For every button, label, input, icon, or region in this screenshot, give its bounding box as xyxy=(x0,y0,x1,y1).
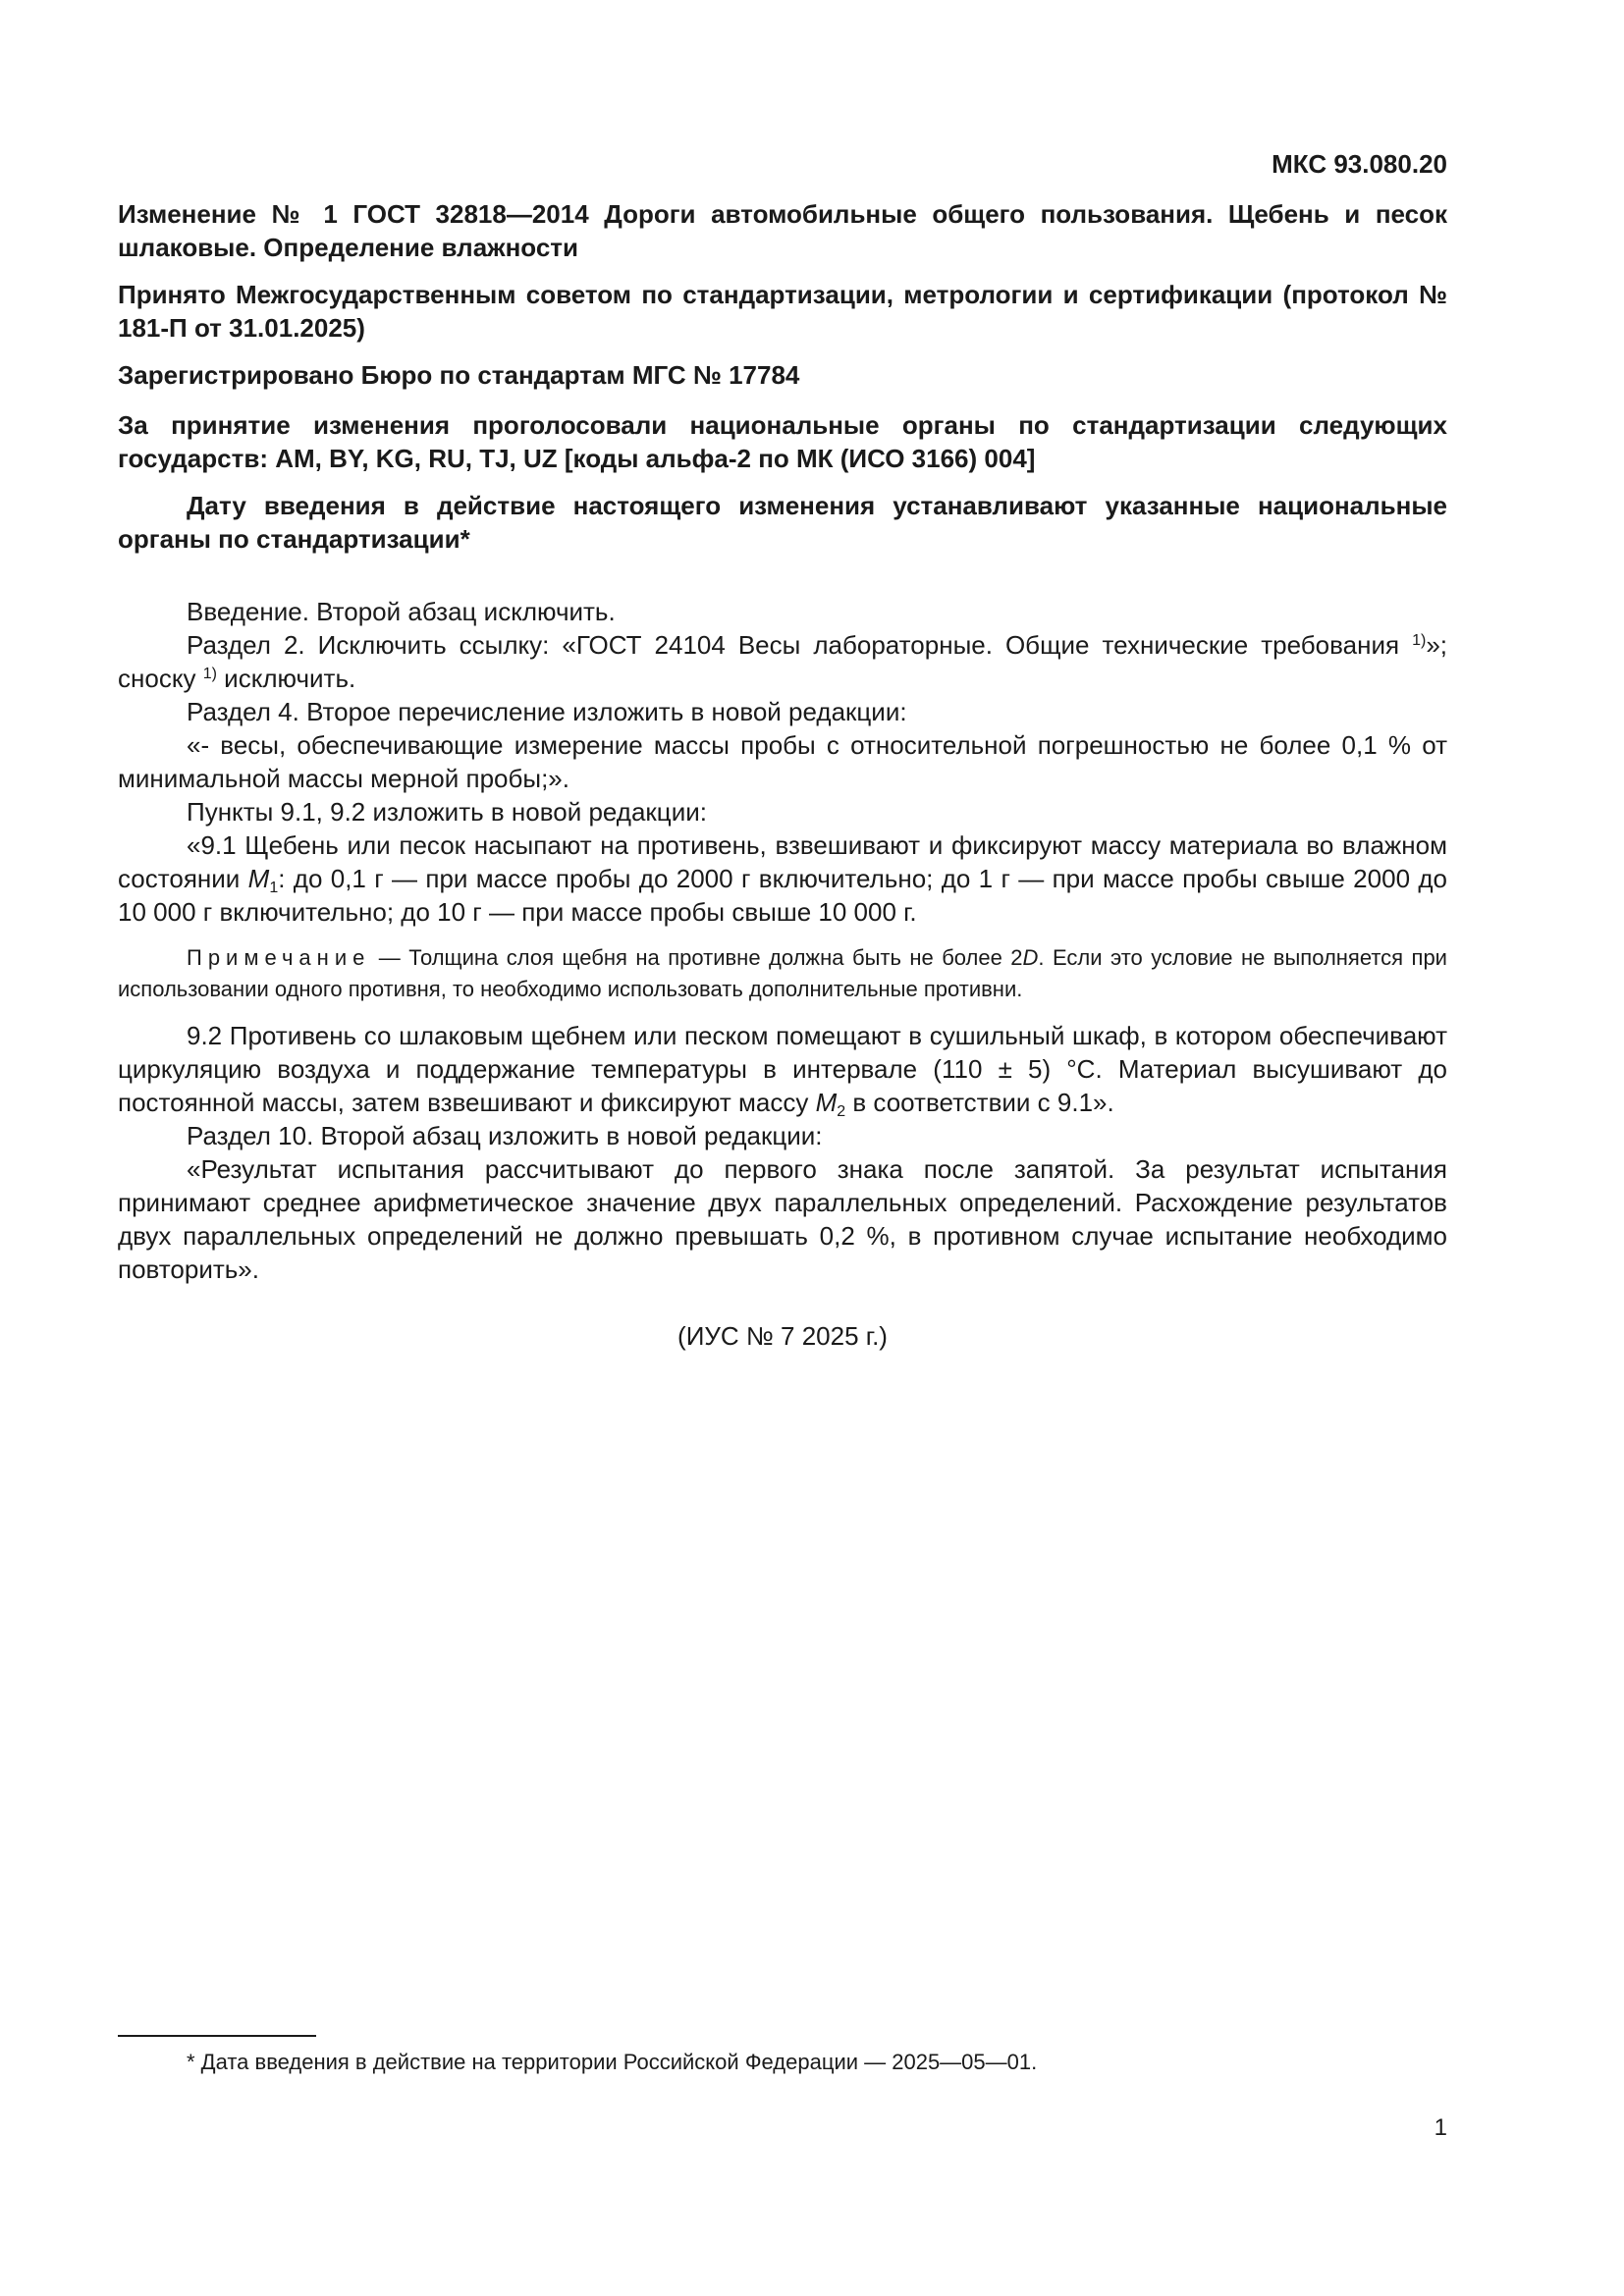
registered-statement: Зарегистрировано Бюро по стандартам МГС № 17784 xyxy=(118,360,800,390)
note-label: Примечание xyxy=(187,945,371,970)
variable-m: M xyxy=(815,1088,838,1117)
footnote-divider xyxy=(118,2035,316,2037)
paragraph-clauses-9: Пункты 9.1, 9.2 изложить в новой редакции: xyxy=(187,797,707,827)
footnote-ref: 1) xyxy=(1412,632,1427,649)
paragraph-introduction: Введение. Второй абзац исключить. xyxy=(187,597,616,626)
paragraph-result: «Результат испытания рассчитывают до первого знака после запятой. За результат испытания принимают среднее арифметическое значение двух параллельных определений. Расхождение результатов двух параллельных определений не должно превышать 0,2 %, в противном случае испытание необходимо повторить». xyxy=(118,1154,1447,1284)
footnote-ref: 1) xyxy=(202,666,217,682)
variable-d: D xyxy=(1022,945,1039,970)
variable-m: M xyxy=(247,864,270,893)
paragraph-9-2: 9.2 Противень со шлаковым щебнем или песком помещают в сушильный шкаф, в котором обеспечивают циркуляцию воздуха и поддержание температуры в интервале (110 ± 5) °С. Материал высушивают до постоянной массы, затем взвешивают и фиксируют массу $M_2$ в соответствии с 9.1». xyxy=(118,1021,1447,1120)
footnote: * Дата введения в действие на территории Российской Федерации — 2025—05—01. xyxy=(187,2050,1038,2074)
paragraph-scales: «- весы, обеспечивающие измерение массы пробы с относительной погрешностью не более 0,1 % от минимальной массы мерной пробы;». xyxy=(118,730,1447,793)
page-number: 1 xyxy=(1434,2114,1447,2141)
paragraph-section-10: Раздел 10. Второй абзац изложить в новой редакции: xyxy=(187,1121,823,1150)
effective-date-statement: Дату введения в действие настоящего изменения устанавливают указанные национальные органы по стандартизации* xyxy=(118,491,1447,554)
change-body xyxy=(118,595,1447,1353)
voted-statement: За принятие изменения проголосовали национальные органы по стандартизации следующих государств: AM, BY, KG, RU, TJ, UZ [коды альфа-2 по МК (ИСО 3166) 004] xyxy=(118,410,1447,473)
note: Примечание — Толщина слоя щебня на противне должна быть не более 2D. Если это условие не выполняется при использовании одного противня, то необходимо использовать дополнительные противни. xyxy=(118,945,1447,1001)
paragraph-section-4: Раздел 4. Второе перечисление изложить в новой редакции: xyxy=(187,697,907,726)
paragraph-9-1: «9.1 Щебень или песок насыпают на противень, взвешивают и фиксируют массу материала во влажном состоянии $M_1$: до 0,1 г — при массе пробы до 2000 г включительно; до 1 г — при массе пробы свыше 2000 до 10 000 г включительно; до 10 г — при массе пробы свыше 10 000 г. xyxy=(118,830,1447,927)
change-title: Изменение № 1 ГОСТ 32818—2014 Дороги автомобильные общего пользования. Щебень и песок шлаковые. Определение влажности xyxy=(118,199,1447,262)
paragraph-section-2: Раздел 2. Исключить ссылку: «ГОСТ 24104 Весы лабораторные. Общие технические требования $^{1)}$»; сноску $^{1)}$ исключить. xyxy=(118,630,1447,693)
mks-code: МКС 93.080.20 xyxy=(1272,149,1447,179)
adopted-statement: Принято Межгосударственным советом по стандартизации, метрологии и сертификации (протокол № 181-П от 31.01.2025) xyxy=(118,280,1447,343)
ius-reference: (ИУС № 7 2025 г.) xyxy=(677,1321,888,1351)
